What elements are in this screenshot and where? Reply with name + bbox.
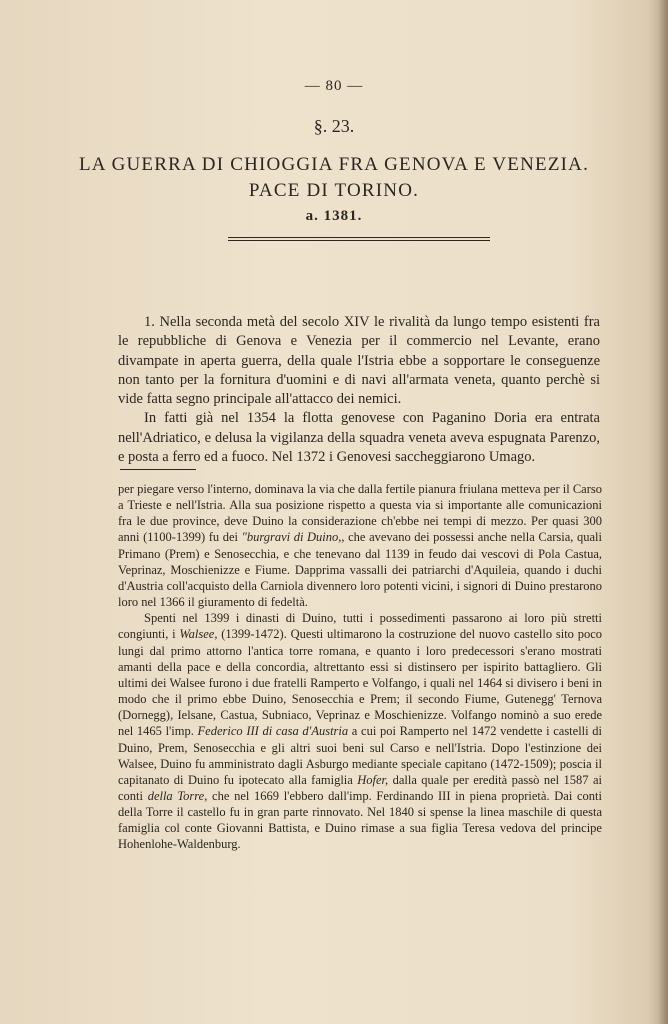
title-rule: [228, 237, 490, 238]
section-number: §. 23.: [313, 116, 355, 136]
footnote: [118, 481, 602, 853]
footnote-italic-walsee: Walsee,: [179, 627, 218, 642]
footnote-italic-federico: Federico III di casa d'Austria: [197, 724, 349, 739]
footnote-italic-hofer: Hofer,: [357, 772, 389, 787]
footnote-paragraph-2: [118, 610, 602, 852]
footnote-text: (1399-1472). Questi ultimarono la costruzione del nuovo castello sito poco lungi dal primo attorno l'antica torre romana, e quanto i loro predecessori s'erano mostrati amanti della pace e della concordia, altrettanto essi si distinsero per ispirito battagliero. Gli ultimi dei Walsee furono i due fratelli Ramperto e Volfango, i quali nel 1464 si divisero i beni in modo che il primo ebbe Duino, Senosecchia e Prem; il secondo Fiume, Gutenegg' Ternova (Dornegg), Ielsane, Castua, Subniaco, Veprinaz e Moschienizze. Volfango nominò a suo erede nel 1465 l'imp.: [118, 627, 602, 739]
footnote-text: dalla quale per eredità passò nel 1587 ai conti: [118, 772, 602, 803]
chapter-title: [0, 152, 668, 204]
chapter-date: a. 1381.: [305, 208, 363, 224]
page-number: — 80 —: [304, 78, 364, 94]
footnote-text: Spenti nel 1399 i dinasti di Duino, tutti i possedimenti passarono ai loro più stretti congiunti, i: [118, 611, 602, 642]
footnote-text: che nel 1669 l'ebbero dall'imp. Ferdinando III in piena proprietà. Dai conti della Torre il castello fu in gran parte rinnovato. Nel 1840 si spense la linea maschile di questa famiglia col conte Giovanni Battista, e Duino rimase a sua figlia Teresa vedova del principe Hohenlohe-Waldenburg.: [118, 788, 602, 852]
footnote-text: per piegare verso l'interno, dominava la via che dalla fertile pianura friulana metteva per il Carso a Trieste e nell'Istria. Alla sua posizione rispetto a questa via si importante alle comunicazioni fra le due province, deve Duino la considerazione ch'ebbe nei tempi di mezzo. Per quasi 300 anni (1100-1399) fu dei: [118, 482, 602, 545]
footnote-text: che avevano dei possessi anche nella Carsia, quali Primano (Prem) e Senosecchia, e che tenevano dal 1139 in feudo dai vescovi di Pola Castua, Veprinaz, Moschienizze e Fiume. Dapprima vassalli dei patriarchi d'Aquileia, quando i duchi d'Austria coll'acquisto della Carniola divennero loro potenti vicini, i signori di Duino prestarono loro nel 1366 il giuramento di fedeltà.: [118, 530, 602, 610]
chapter-title-line-2: PACE DI TORINO.: [248, 180, 420, 201]
chapter-title-line-1: LA GUERRA DI CHIOGGIA FRA GENOVA E VENEZIA.: [78, 154, 590, 175]
footnote-text: a cui poi Ramperto nel 1472 vendette i castelli di Duino, Prem, Senosecchia e gli altri suoi beni sul Carso e nell'Istria. Dopo l'estinzione dei Walsee, Duino fu amministrato dagli Asburgo mediante speciale capitano (1472-1509); poscia il capitanato di Duino fu ipotecato alla famiglia: [118, 724, 603, 787]
footnote-italic-burgravi: "burgravi di Duino,,: [241, 530, 345, 545]
footnote-italic-torre: della Torre,: [147, 788, 208, 803]
paragraph-1: 1. Nella seconda metà del secolo XIV le rivalità da lungo tempo esistenti fra le repubbliche di Genova e Venezia per il commercio nel Levante, erano divampate in aperta guerra, della quale l'Istria ebbe a sopportare le conseguenze non tanto per la fornitura d'uomini e di navi all'armata veneta, quanto perchè si vide fatta segno principale all'attacco dei nemici.: [118, 314, 600, 408]
paragraph-2: In fatti già nel 1354 la flotta genovese con Paganino Doria era entrata nell'Adriatico, e delusa la vigilanza della squadra veneta aveva espugnata Parenzo, e posta a ferro ed a fuoco. Nel 1372 i Genovesi saccheggiarono Umago.: [118, 410, 600, 466]
title-rule-double: [228, 240, 490, 241]
main-text: [118, 313, 600, 467]
footnote-separator: [120, 469, 196, 470]
footnote-paragraph-1: [118, 481, 602, 610]
